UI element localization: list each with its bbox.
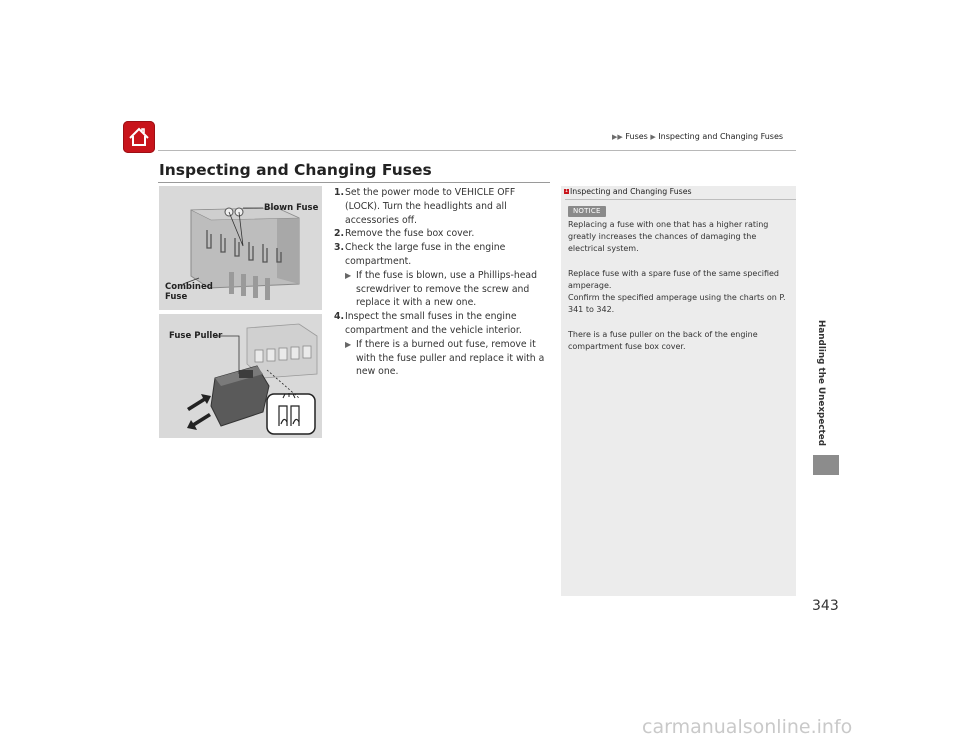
header-divider: [158, 150, 796, 151]
sidebar-body: [568, 219, 792, 365]
fuse-puller-illustration: [159, 314, 322, 438]
sidebar-header: [561, 186, 796, 198]
arrow-right-icon: ▶: [650, 133, 656, 141]
fuse-puller-label: Fuse Puller: [169, 331, 223, 341]
arrow-right-icon: ▶: [345, 339, 352, 349]
sidebar-divider: [565, 199, 796, 200]
breadcrumb-item-fuses[interactable]: Fuses: [625, 132, 648, 141]
note-marker: 1: [564, 188, 569, 194]
breadcrumb-item-inspecting[interactable]: Inspecting and Changing Fuses: [658, 132, 784, 141]
side-tab-marker: [813, 455, 839, 475]
fuse-box-illustration: [159, 186, 322, 310]
watermark: carmanualsonline.info: [642, 716, 853, 738]
sidebar-paragraph: Replace fuse with a spare fuse of the same specified amperage. Confirm the specified amperage using the charts on P. 341 to 342.: [568, 268, 786, 315]
home-button[interactable]: [123, 121, 155, 153]
arrow-right-icon: ▶▶: [612, 133, 623, 141]
side-tab-label: Handling the Unexpected: [816, 320, 826, 446]
step-1: 1. Set the power mode to VEHICLE OFF (LOCK). Turn the headlights and all accessories off.: [334, 187, 516, 226]
step-3: 3. Check the large fuse in the engine compartment. ▶ If the fuse is blown, use a Phillips-head screwdriver to remove the screw and replace it with a new one.: [334, 241, 550, 310]
step-2: 2. Remove the fuse box cover.: [334, 228, 475, 240]
notice-badge: NOTICE: [568, 206, 606, 217]
combined-fuse-label: Combined Fuse: [165, 282, 213, 302]
title-divider: [158, 182, 550, 183]
sidebar-note: [561, 186, 796, 596]
step-3-substep: ▶ If the fuse is blown, use a Phillips-head screwdriver to remove the screw and replace it with a new one.: [345, 269, 538, 309]
sidebar-title: Inspecting and Changing Fuses: [570, 187, 692, 196]
arrow-right-icon: ▶: [345, 270, 352, 280]
step-4: 4. Inspect the small fuses in the engine compartment and the vehicle interior. ▶ If there is a burned out fuse, remove it with the fuse puller and replace it with a new one.: [334, 310, 550, 379]
blown-fuse-label: Blown Fuse: [264, 203, 319, 213]
side-tab[interactable]: [813, 308, 829, 458]
procedure-steps: [334, 186, 550, 379]
step-4-substep: ▶ If there is a burned out fuse, remove it with the fuse puller and replace it with a new one.: [345, 338, 545, 378]
home-icon: [127, 125, 151, 149]
breadcrumb: [612, 132, 783, 141]
page-title: Inspecting and Changing Fuses: [159, 161, 432, 179]
page-number: 343: [812, 598, 839, 614]
sidebar-paragraph: There is a fuse puller on the back of the engine compartment fuse box cover.: [568, 329, 758, 351]
sidebar-paragraph: Replacing a fuse with one that has a higher rating greatly increases the chances of damaging the electrical system.: [568, 220, 769, 254]
